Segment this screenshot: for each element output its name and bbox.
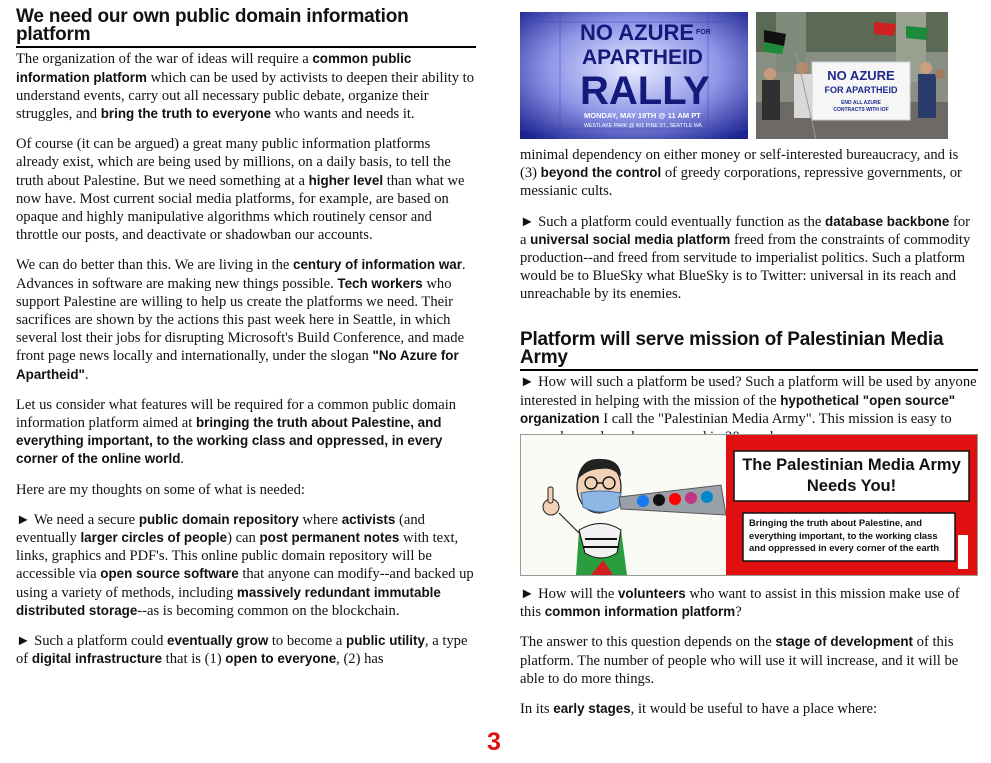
poster-for: FOR — [696, 29, 711, 36]
text-run: that is (1) — [162, 651, 226, 668]
text-run: ► We need a secure — [16, 511, 139, 528]
cartoon-mission: Bringing the truth about Palestine, and everything important, to the working class and oppressed in every corner of the earth — [749, 517, 940, 554]
text-run: In its — [520, 701, 554, 718]
paragraph — [16, 50, 476, 123]
text-run: (and eventually — [16, 511, 425, 547]
bold-text: public domain repository — [138, 511, 299, 527]
paragraph — [520, 700, 978, 718]
bold-text: higher level — [308, 172, 384, 188]
bold-text: activists — [341, 511, 396, 527]
text-run: freed from the constraints of commodity production--and freed from servitude to imperialist politics. Such a platform would be to BlueSky what BlueSky is to Twitter: universal in its reach and unreachable by its enemies. — [520, 231, 971, 303]
text-run: ► How will the — [520, 586, 618, 602]
poster-line2: APARTHEID — [582, 46, 703, 69]
bold-text: early stages — [553, 701, 631, 717]
text-run: , (2) has — [336, 651, 384, 668]
bold-text: common public information platform — [16, 51, 412, 85]
text-run: The organization of the war of ideas will require a — [16, 51, 313, 68]
paragraph — [520, 585, 978, 621]
text-run: ► Such a platform could eventually function as the — [520, 213, 826, 230]
text-run: for a — [520, 213, 970, 248]
text-run: ) can — [227, 530, 260, 547]
poster-place: WESTLAKE PARK @ 401 PINE ST., SEATTLE WA — [584, 123, 702, 129]
right-heading: Platform will serve mission of Palestinian Media Army — [520, 331, 978, 371]
bold-text: public utility — [346, 633, 425, 649]
text-run: ► How will such a platform be used? Such a platform will be used by anyone interested in helping with the mission of the — [520, 374, 977, 409]
bold-text: century of information war — [293, 257, 462, 273]
poster-line3: RALLY — [580, 69, 710, 113]
bold-text: "No Azure for Apartheid" — [16, 348, 459, 382]
protest-photo-graphic — [756, 12, 948, 139]
text-run: . Advances in software are making new things possible. — [16, 257, 466, 292]
text-run: --as is becoming common on the blockchain. — [137, 602, 400, 619]
bold-text: database backbone — [825, 213, 950, 229]
poster-date: MONDAY, MAY 19TH @ 11 AM PT — [584, 111, 701, 120]
rally-poster-graphic — [520, 12, 748, 139]
paragraph — [520, 213, 978, 304]
text-run: , it would be useful to have a place where: — [630, 701, 878, 718]
banner-line1: NO AZURE — [827, 68, 895, 83]
page-number: 3 — [487, 728, 501, 756]
bold-text: hypothetical "open source" organization — [520, 392, 956, 426]
text-run: ► Such a platform could — [16, 633, 168, 650]
text-run: who wants and needs it. — [271, 106, 415, 123]
text-run: I call the "Palestinian Media Army". This mission is easy to — [603, 410, 952, 427]
bold-text: Tech workers — [337, 275, 423, 291]
poster-line1: NO AZURE — [580, 20, 695, 45]
text-run: . — [180, 451, 185, 468]
paragraph — [520, 146, 978, 201]
text-run: We can do better than this. We are living in the — [16, 257, 294, 274]
text-run: that anyone can modify--and backed up using a variety of methods, including — [16, 566, 474, 601]
left-column — [16, 0, 476, 681]
text-run: . — [84, 366, 89, 383]
paragraph — [16, 481, 476, 499]
banner-line3: END ALL AZURE — [841, 100, 881, 106]
text-run: with text, links, graphics and PDF's. This online public domain repository will be accessible via — [16, 530, 459, 583]
media-army-cartoon — [520, 434, 978, 576]
banner-line4: CONTRACTS WITH IOF — [833, 107, 889, 113]
text-run: Of course (it can be argued) a great many public information platforms already exist, which are being used by millions, on a daily basis, to tell the truth about Palestine. But we need something at a — [16, 136, 451, 189]
bold-text: open source software — [100, 566, 239, 582]
bold-text: common information platform — [544, 604, 736, 620]
text-run: of this platform. The number of people who will use it will increase, and it will be able to do more things. — [520, 634, 959, 687]
bold-text: bring the truth to everyone — [100, 106, 272, 122]
text-run: Here are my thoughts on some of what is needed: — [16, 481, 305, 498]
protest-photo — [756, 12, 948, 139]
bold-text: larger circles of people — [80, 530, 228, 546]
bold-text: open to everyone — [225, 651, 337, 667]
banner-line2: FOR APARTHEID — [824, 85, 898, 95]
paragraph — [16, 511, 476, 620]
paragraph — [16, 632, 476, 668]
bold-text: massively redundant immutable distributed storage — [16, 584, 441, 618]
text-run: of greedy corporations, repressive governments, or messianic cults. — [520, 165, 962, 200]
bold-text: volunteers — [617, 586, 686, 601]
text-run: than what we now have. Most current social media platforms, for example, are based on opaque and highly manipulative algorithms which routinely censor and throttle our posts, and deactivate or shadowban our accounts. — [16, 172, 465, 244]
rally-poster-image — [520, 12, 748, 139]
text-run: ? — [735, 604, 742, 621]
text-run: to become a — [268, 633, 347, 650]
cartoon-title: The Palestinian Media Army Needs You! — [742, 456, 961, 495]
text-run: Let us consider what features will be required for a common public domain information platform aimed at — [16, 396, 457, 432]
text-run: who support Palestine are willing to help us create the platforms we need. Their sacrifices are shown by the actions this past week here in Seattle, in which several lost their jobs for disrupting Microsoft's Build Conference, and made front page news locally and internationally, under the slogan — [16, 275, 465, 365]
paragraph — [520, 633, 978, 688]
right-body-top — [520, 146, 978, 316]
text-run: , a type of — [16, 633, 468, 668]
bold-text: eventually grow — [167, 633, 269, 649]
text-run: which can be used by activists to deepen their ability to understand events, carry out all necessary public debate, organize their struggles, and — [16, 69, 474, 123]
bold-text: post permanent notes — [259, 530, 400, 546]
paragraph — [16, 135, 476, 244]
text-run: minimal dependency on either money or self-interested bureaucracy, and is (3) — [520, 147, 959, 182]
bold-text: beyond the control — [540, 165, 662, 181]
bold-text: stage of development — [775, 634, 913, 650]
bold-text: bringing the truth about Palestine, and everything important, to the working class and oppressed, in every corner of the online world — [16, 415, 443, 467]
bold-text: digital infrastructure — [31, 651, 163, 667]
right-body-bottom — [520, 585, 978, 730]
paragraph — [16, 256, 476, 383]
text-run: where — [298, 511, 342, 528]
bold-text: universal social media platform — [530, 231, 731, 247]
paragraph — [16, 396, 476, 469]
left-heading: We need our own public domain information platform — [16, 8, 476, 48]
text-run: The answer to this question depends on the — [520, 634, 776, 651]
left-body — [16, 50, 476, 668]
text-run: who want to assist in this mission make use of this — [520, 586, 960, 621]
